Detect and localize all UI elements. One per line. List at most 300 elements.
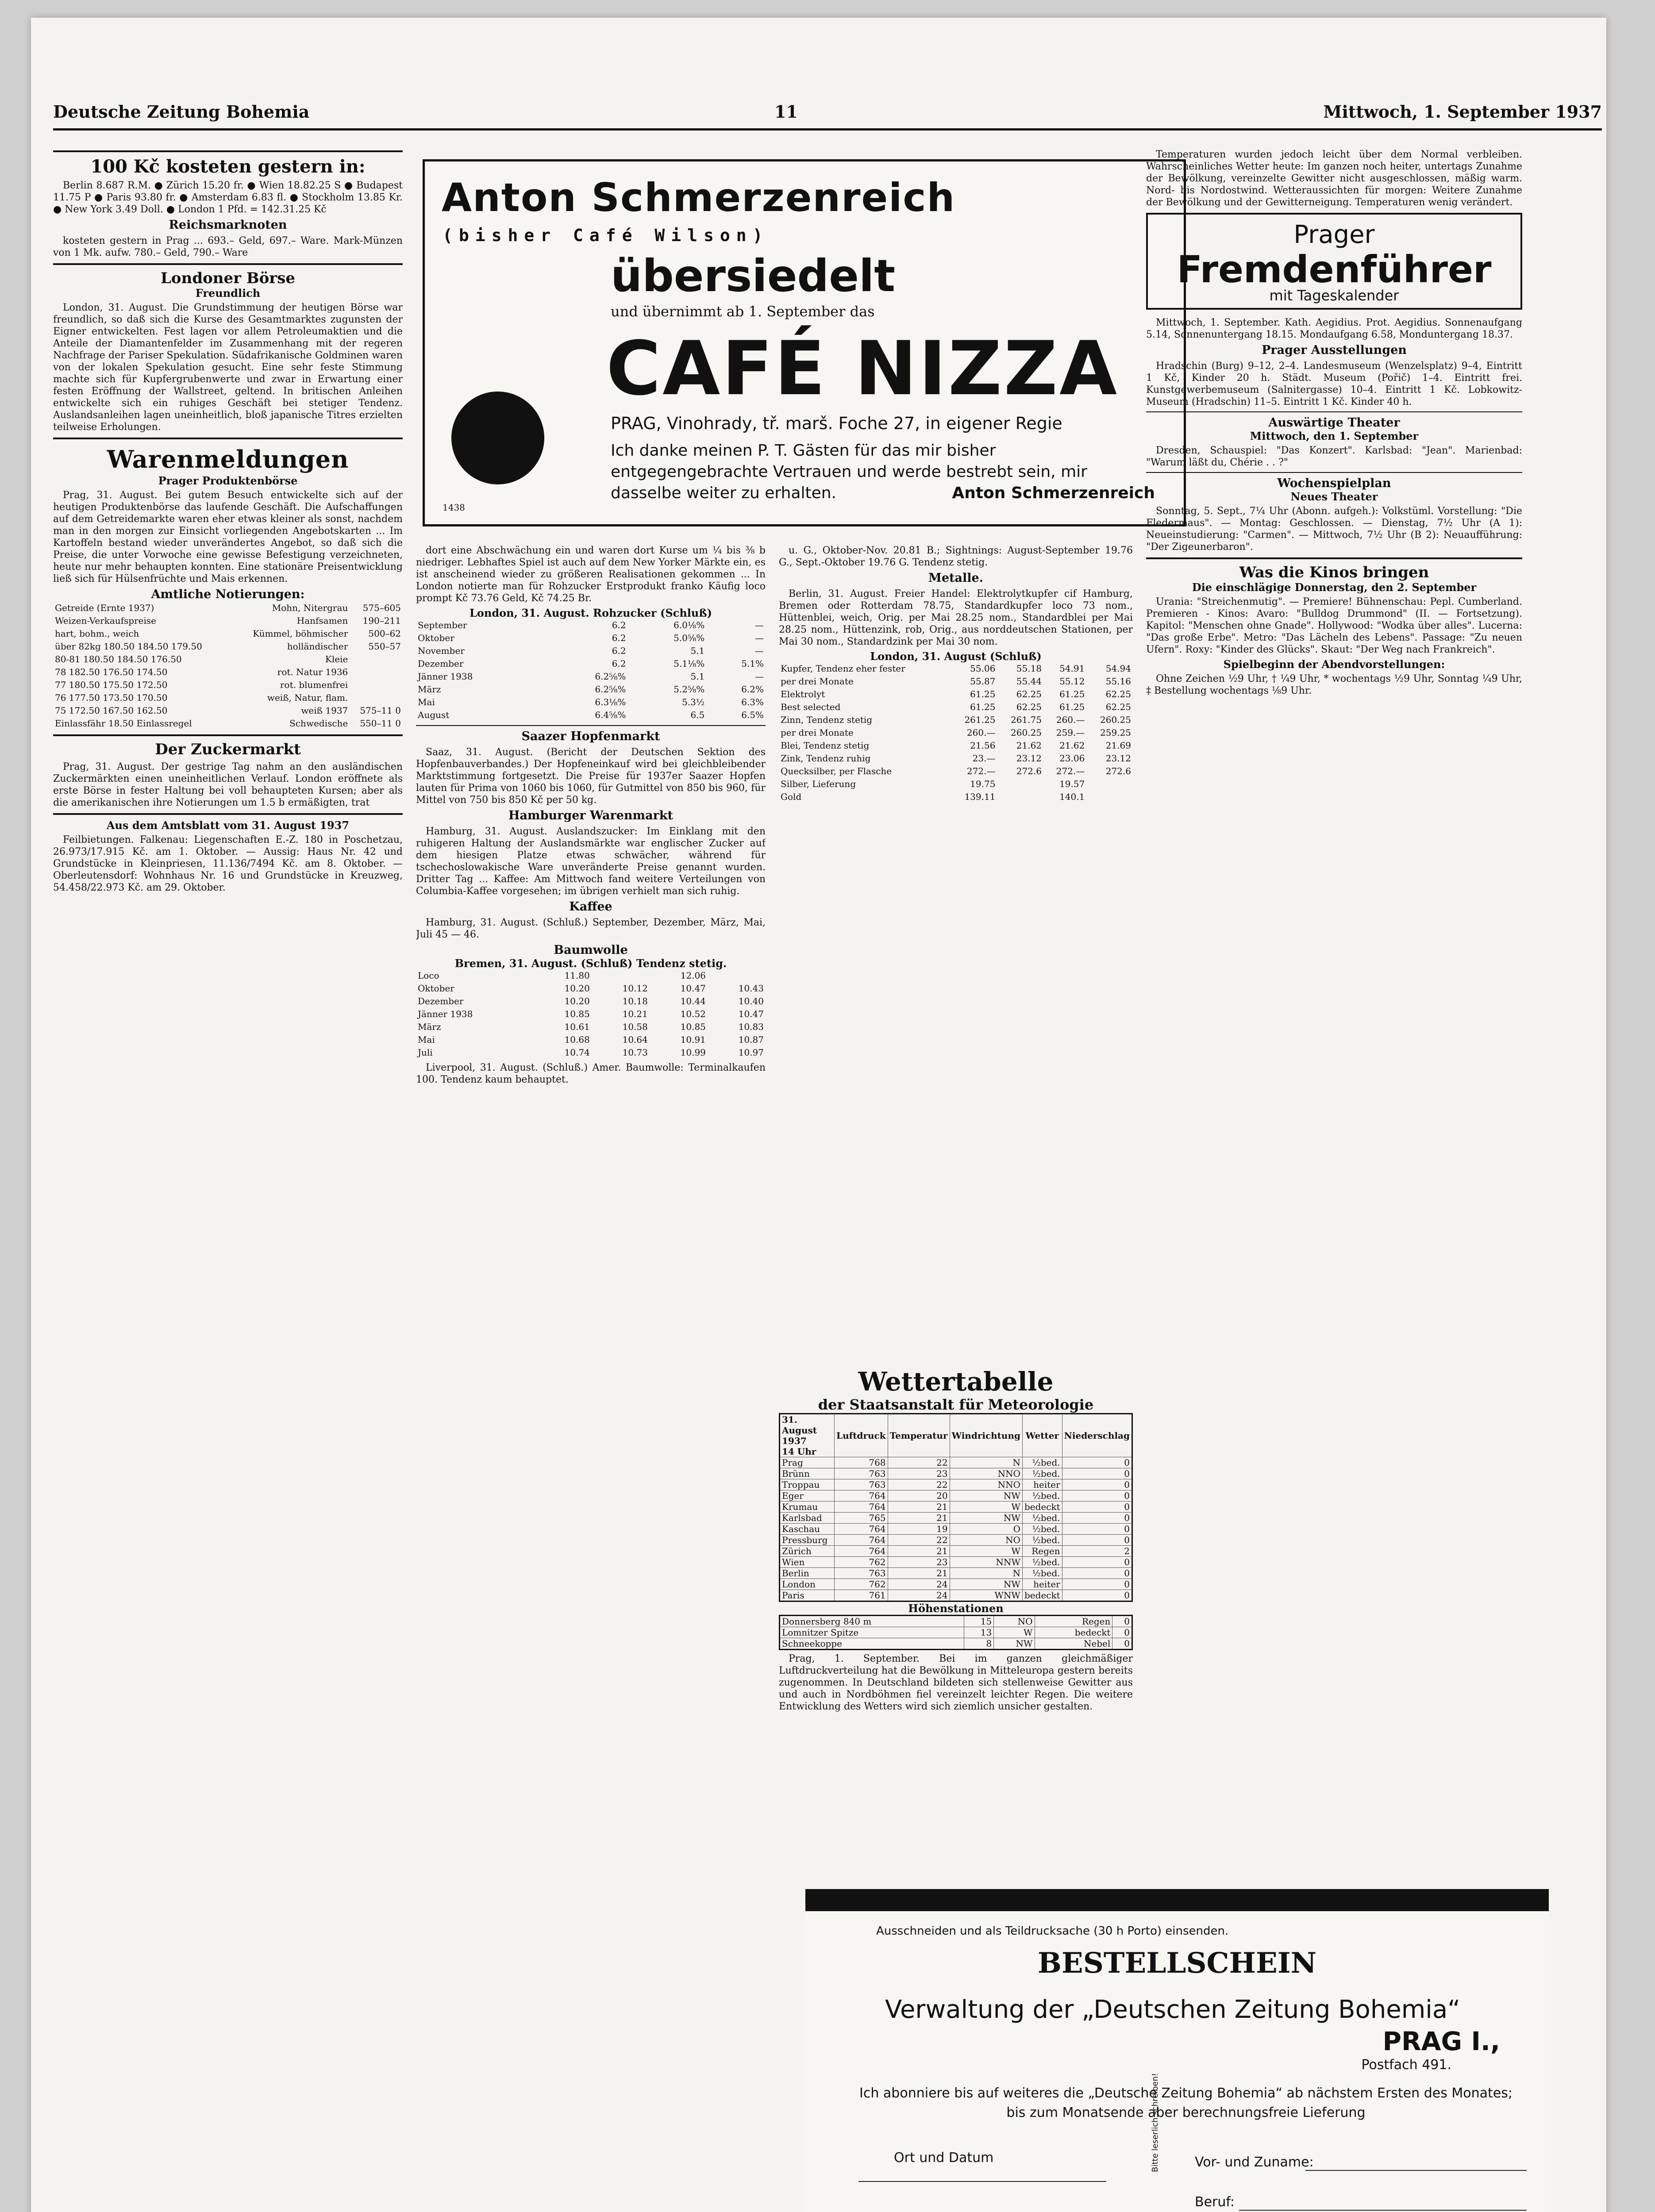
- forecast-text: Prag, 1. September. Bei im ganzen gleichmäßiger Luftdruckverteilung hat die Bewölkung in Mitteleuropa gestern bereits zugenommen. In Deutschland bildeten sich stellenweise Gewitter aus und auch in Nordböhmen fiel vereinzelt leichter Regen. Die weitere Entwicklung des Wetters wird sich ziemlich unsicher gestalten.: [779, 1653, 1133, 1712]
- weather-row-cell: Brünn: [780, 1468, 835, 1479]
- weather-table: [779, 1413, 1133, 1602]
- quote-row-cell: 77 180.50 175.50 172.50: [55, 680, 168, 690]
- cotton-row-cell: 10.21: [622, 1009, 648, 1019]
- metal-row-cell: 259.—: [1056, 727, 1085, 738]
- height-station-row: [780, 1616, 1132, 1627]
- cotton-row-cell: Mai: [418, 1034, 435, 1045]
- weather-row-cell: NNO: [950, 1479, 1022, 1490]
- metal-row-cell: 272.6: [1016, 766, 1042, 776]
- quote-row-cell: 550–57: [368, 641, 401, 652]
- weather-row: [780, 1490, 1132, 1502]
- metal-row-cell: 259.25: [1100, 727, 1131, 738]
- mark-notes-text: kosteten gestern in Prag ... 693.– Geld, 697.– Ware. Mark-Münzen von 1 Mk. aufw. 780.– Geld, 790.– Ware: [53, 235, 403, 258]
- weekly-program-text: Sonntag, 5. Sept., 7¼ Uhr (Abonn. aufgeh.): Volkstüml. Vorstellung: "Die Fledermaus". — Montag: Geschlossen. — Dienstag, 7½ Uhr (A 1): Neueinstudierung: "Carmen". — Mittwoch, 7½ Uhr (B 2): Neuaufführung: "Der Zigeunerbaron".: [1146, 506, 1522, 553]
- height-station-row-cell: 0: [1112, 1616, 1132, 1627]
- cotton-row: [416, 1046, 766, 1059]
- cotton-row-cell: 10.68: [564, 1034, 590, 1045]
- cafe-nizza-advertisement: [423, 159, 1186, 526]
- quote-row-cell: 550–11 0: [360, 718, 401, 729]
- weather-row-cell: Krumau: [780, 1502, 835, 1513]
- cotton-row-cell: 10.73: [622, 1047, 648, 1058]
- calendar-text: Mittwoch, 1. September. Kath. Aegidius. Prot. Aegidius. Sonnenaufgang 5.14, Sonnenuntergang 18.15. Mondaufgang 6.58, Monduntergang 18.37.: [1146, 317, 1522, 340]
- cotton-row-cell: 10.91: [680, 1034, 706, 1045]
- weather-row-cell: 764: [835, 1490, 888, 1502]
- london-sugar-row-cell: November: [418, 645, 465, 656]
- cotton-row-cell: 10.43: [738, 983, 764, 994]
- cotton-row-cell: [708, 969, 766, 982]
- metal-row-cell: 260.25: [1100, 714, 1131, 725]
- weather-row-cell: heiter: [1022, 1479, 1062, 1490]
- ad-black-circle: [451, 392, 544, 484]
- london-sugar-row-cell: Mai: [418, 697, 435, 707]
- weather-subtitle: der Staatsanstalt für Meteorologie: [818, 1396, 1094, 1413]
- metals-heading: Metalle.: [928, 571, 984, 585]
- height-station-row-cell: Nebel: [1035, 1638, 1112, 1650]
- cotton-row-cell: 10.64: [622, 1034, 648, 1045]
- london-sugar-row-cell: Dezember: [418, 658, 464, 669]
- weather-row-cell: bedeckt: [1022, 1502, 1062, 1513]
- heights-heading: Höhenstationen: [908, 1602, 1004, 1615]
- metal-row-cell: 272.6: [1105, 766, 1131, 776]
- metal-row-cell: 54.91: [1059, 663, 1085, 674]
- weather-row-cell: ½bed.: [1022, 1568, 1062, 1579]
- quote-row-cell: rot. blumenfrei: [280, 680, 348, 690]
- london-sugar-row-cell: Jänner 1938: [418, 671, 473, 682]
- london-sugar-row: [416, 670, 766, 683]
- cotton-row-cell: 10.20: [564, 996, 590, 1006]
- hops-text: Saaz, 31. August. (Bericht der Deutschen Sektion des Hopfenbauverbandes.) Der Hopfeneinkauf wird bei gleichbleibender Marktstimmung fortgesetzt. Die Preise für 1937er Saazer Hopfen lauten für Prima von 1060 bis 1060, für Gutmittel von 850 bis 960, für Mittel von 750 bis 850 Kč per 50 kg.: [416, 747, 766, 806]
- ad-takes-over: und übernimmt ab 1. September das: [611, 303, 875, 320]
- london-exchange-heading: Londoner Börse: [161, 269, 295, 287]
- cotton-row: [416, 1008, 766, 1021]
- weather-col-pressure: Luftdruck: [835, 1414, 888, 1457]
- weather-row-cell: 0: [1062, 1535, 1132, 1546]
- height-station-row-cell: Schneekoppe: [780, 1638, 964, 1650]
- london-sugar-row: [416, 683, 766, 696]
- weather-row-cell: 0: [1062, 1457, 1132, 1468]
- metal-row: [779, 765, 1133, 778]
- quote-row-cell: rot. Natur 1936: [277, 667, 348, 677]
- metal-row-cell: per drei Monate: [781, 676, 854, 687]
- weather-col-weather: Wetter: [1022, 1414, 1062, 1457]
- weather-row-cell: Karlsbad: [780, 1513, 835, 1524]
- weather-row: [780, 1502, 1132, 1513]
- metal-row-cell: 140.1: [1059, 791, 1085, 802]
- job-label: Beruf:: [1195, 2194, 1235, 2210]
- metal-row: [779, 791, 1133, 803]
- cotton-row: [416, 995, 766, 1008]
- liverpool-text: Liverpool, 31. August. (Schluß.) Amer. Baumwolle: Terminalkaufen 100. Tendenz kaum behauptet.: [416, 1062, 766, 1085]
- metal-row-cell: 61.25: [970, 702, 996, 712]
- theater-text: Dresden, Schauspiel: "Das Konzert". Karlsbad: "Jean". Marienbad: "Warum läßt du, Chérie . . ?": [1146, 445, 1522, 468]
- london-metals-heading: London, 31. August (Schluß): [870, 650, 1042, 663]
- weather-row-cell: 0: [1062, 1490, 1132, 1502]
- place-date-field[interactable]: [858, 2181, 1106, 2182]
- london-sugar-row-cell: 5.1%: [741, 658, 764, 669]
- cotton-row-cell: 10.61: [564, 1022, 590, 1032]
- hops-heading: Saazer Hopfenmarkt: [521, 730, 660, 743]
- london-exchange-sub: Freundlich: [195, 287, 261, 300]
- metal-row-cell: 19.57: [1059, 779, 1085, 789]
- weather-row-cell: Eger: [780, 1490, 835, 1502]
- height-station-row-cell: bedeckt: [1035, 1627, 1112, 1638]
- weather-row-cell: 0: [1062, 1502, 1132, 1513]
- london-sugar-row-cell: 6.5: [690, 710, 705, 720]
- weather-row-cell: Zürich: [780, 1546, 835, 1557]
- quote-row-cell: [350, 691, 403, 704]
- metal-row: [779, 701, 1133, 714]
- london-sugar-table: [416, 619, 766, 722]
- metal-row-cell: 62.25: [1016, 689, 1042, 699]
- london-sugar-row: [416, 645, 766, 657]
- metal-row-cell: 23.—: [972, 753, 996, 764]
- produce-exchange-text: Prag, 31. August. Bei gutem Besuch entwickelte sich auf der heutigen Produktenbörse das laufende Geschäft. Die Aufschaffungen auf dem Getreidemarkte waren eher etwas kleiner als sonst, nachdem man in den morgen zur Einsicht vorliegenden Angebotskarten ... Im Kartoffeln bestand wieder unverändertes Angebot, so daß sich die Preise, die unter Vorwoche eine gewisse Befestigung verzeichneten, heute nur mehr behaupten konnten. Eine stationäre Preisentwicklung ließ sich für Hülsenfrüchte und Mais erkennen.: [53, 490, 403, 584]
- official-gazette-heading: Aus dem Amtsblatt vom 31. August 1937: [106, 819, 350, 832]
- weather-row-cell: ½bed.: [1022, 1557, 1062, 1568]
- quote-row: [53, 640, 403, 653]
- london-sugar-row-cell: 6.0⅛%: [674, 620, 705, 630]
- london-exchange-text: London, 31. August. Die Grundstimmung der heutigen Börse war freundlich, so daß sich die Kurse des Gesamtmarktes zugunsten der Eigner entwickelten. Fest lagen vor allem Petroleumaktien und die Anteile der Diamantenfelder im Zusammenhang mit der regeren Nachfrage der Pariser Spekulation. Südafrikanische Goldminen waren von der lokalen Spekulation gesucht. Eine sehr feste Stimmung machte sich für Kupfergrubenwerte und zwar in Erwartung einer festen Eröffnung der Wallstreet, geltend. In britischen Anleihen entwickelte sich ein ruhiges Geschäft bei stetiger Tendenz. Auslandsanleihen lagen uneinheitlich, bloß japanische Titres erzielten teilweise Erholungen.: [53, 302, 403, 433]
- cotton-sub: Bremen, 31. August. (Schluß) Tendenz stetig.: [454, 957, 727, 970]
- weather-row-cell: 0: [1062, 1468, 1132, 1479]
- weather-row-cell: 19: [888, 1524, 950, 1535]
- weather-row-cell: Berlin: [780, 1568, 835, 1579]
- cotton-row-cell: Dezember: [418, 996, 464, 1006]
- height-station-row-cell: NO: [994, 1616, 1035, 1627]
- weekly-program-sub: Neues Theater: [1290, 490, 1378, 503]
- hamburg-text: Hamburg, 31. August. Auslandszucker: Im Einklang mit den ruhigeren Haltung der Auslandsmärkte war englischer Zucker auf dem hiesigen Platze etwas schwächer, während für tschechoslowakische Ware unveränderte Preise genannt wurden. Dritter Tag ... Kaffee: Am Mittwoch fand weitere Verteilungen von Columbia-Kaffee vorgesehen; im übrigen verhielt man sich ruhig.: [416, 826, 766, 897]
- official-quotes-heading: Amtliche Notierungen:: [151, 588, 305, 601]
- weather-row: [780, 1513, 1132, 1524]
- subscription-order-form: [805, 1889, 1549, 2212]
- ad-cafe-name: CAFÉ NIZZA: [606, 325, 1119, 412]
- weather-row-cell: 21: [888, 1502, 950, 1513]
- metal-row-cell: [997, 791, 1043, 803]
- mark-notes-heading: Reichsmarknoten: [169, 218, 287, 232]
- metal-row-cell: 61.25: [970, 689, 996, 699]
- weather-row-cell: ½bed.: [1022, 1513, 1062, 1524]
- quote-row-cell: Kümmel, böhmischer: [253, 628, 348, 639]
- weather-row-cell: 2: [1062, 1546, 1132, 1557]
- heights-table: [779, 1615, 1133, 1650]
- quote-row-cell: weiß 1937: [301, 705, 348, 716]
- page-number: 11: [774, 102, 798, 122]
- weather-row-cell: 0: [1062, 1568, 1132, 1579]
- weather-row-cell: 764: [835, 1546, 888, 1557]
- metal-row-cell: 23.06: [1059, 753, 1085, 764]
- weather-row-cell: 764: [835, 1535, 888, 1546]
- cotton-row-cell: 10.74: [564, 1047, 590, 1058]
- weather-row-cell: Prag: [780, 1457, 835, 1468]
- quote-row-cell: 76 177.50 173.50 170.50: [55, 692, 168, 703]
- quote-row-cell: holländischer: [287, 641, 348, 652]
- height-station-row-cell: 13: [964, 1627, 994, 1638]
- cinema-sub: Die einschlägige Donnerstag, den 2. September: [1192, 581, 1477, 594]
- quote-row-cell: Schwedische: [289, 718, 348, 729]
- official-quotes-table: [53, 602, 403, 730]
- weather-row-cell: WNW: [950, 1590, 1022, 1601]
- height-station-row-cell: 8: [964, 1638, 994, 1650]
- metal-row: [779, 662, 1133, 675]
- quote-row-cell: über 82kg 180.50 184.50 179.50: [55, 641, 202, 652]
- london-sugar-row-cell: 6.3⅛%: [595, 697, 626, 707]
- name-field[interactable]: [1305, 2170, 1527, 2171]
- exchange-rate-heading: 100 Kč kosteten gestern in:: [90, 156, 366, 177]
- weather-row-cell: 20: [888, 1490, 950, 1502]
- temperature-text: Temperaturen wurden jedoch leicht über dem Normal verbleiben. Wahrscheinliches Wetter heute: Im ganzen noch heiter, untertags Zunahme der Bewölkung, vereinzelte Gewitter nicht ausgeschlossen, mäßig warm. Nord- bis Nordostwind. Wetteraussichten für morgen: Weitere Zunahme der Bewölkung und der Gewitterneigung. Temperaturen wenig verändert.: [1146, 149, 1522, 208]
- quote-row-cell: [350, 653, 403, 666]
- london-sugar-row-cell: 6.4⅝%: [595, 710, 626, 720]
- weather-row-cell: 764: [835, 1524, 888, 1535]
- london-sugar-row-cell: 6.2: [612, 645, 626, 656]
- cotton-row-cell: März: [418, 1022, 441, 1032]
- weather-row-cell: 768: [835, 1457, 888, 1468]
- weather-row-cell: W: [950, 1546, 1022, 1557]
- weather-row-cell: 762: [835, 1579, 888, 1590]
- cotton-row-cell: Loco: [418, 970, 439, 981]
- cotton-row-cell: 10.47: [680, 983, 706, 994]
- place-date-label: Ort und Datum: [894, 2150, 994, 2166]
- weather-row-cell: NW: [950, 1579, 1022, 1590]
- weather-row-cell: 0: [1062, 1513, 1132, 1524]
- weather-row: [780, 1557, 1132, 1568]
- weather-row-cell: ½bed.: [1022, 1457, 1062, 1468]
- metal-row-cell: Quecksilber, per Flasche: [781, 766, 892, 776]
- page-header: [53, 102, 1602, 131]
- metal-row-cell: 260.25: [1011, 727, 1042, 738]
- metal-row-cell: Gold: [781, 791, 802, 802]
- ad-signature: Anton Schmerzenreich: [952, 484, 1155, 502]
- job-field[interactable]: [1239, 2210, 1527, 2211]
- cotton-row-cell: 10.20: [564, 983, 590, 994]
- height-station-row-cell: 0: [1112, 1627, 1132, 1638]
- weather-row-cell: NNW: [950, 1557, 1022, 1568]
- weather-row-cell: 0: [1062, 1557, 1132, 1568]
- metal-row-cell: Best selected: [781, 702, 841, 712]
- quote-row-cell: 500–62: [368, 628, 401, 639]
- weather-col-wind: Windrichtung: [950, 1414, 1022, 1457]
- cotton-row-cell: 10.85: [564, 1009, 590, 1019]
- weather-table-section: [779, 1367, 1133, 1809]
- metal-row-cell: per drei Monate: [781, 727, 854, 738]
- metal-row-cell: 62.25: [1105, 689, 1131, 699]
- cotton-row-cell: 10.85: [680, 1022, 706, 1032]
- metal-row-cell: [1086, 778, 1133, 791]
- metals-text: Berlin, 31. August. Freier Handel: Elektrolytkupfer cif Hamburg, Bremen oder Rotterdam 78.75, Standardkupfer loco 73 nom., Hüttenblei, weich, Orig. per Mai 28.25 nom., Standardblei per Mai 28.25 nom., Hüttenzink, rob, Orig., aus norddeutschen Stationen, per Mai 30 nom., Standardzink per Mai 30 nom.: [779, 588, 1133, 647]
- weather-row-cell: 24: [888, 1590, 950, 1601]
- form-cut-note: Ausschneiden und als Teildrucksache (30 h Porto) einsenden.: [876, 1924, 1229, 1938]
- show-start-text: Ohne Zeichen ½9 Uhr, † ¼9 Uhr, * wochentags ½9 Uhr, Sonntag ¼9 Uhr, ‡ Bestellung wochentags ⅛9 Uhr.: [1146, 673, 1522, 696]
- london-sugar-row-cell: 6.2: [612, 620, 626, 630]
- metal-row-cell: 55.18: [1016, 663, 1042, 674]
- london-sugar-row-cell: —: [755, 671, 764, 682]
- metal-row-cell: 62.25: [1016, 702, 1042, 712]
- height-station-row-cell: Regen: [1035, 1616, 1112, 1627]
- weather-row-cell: N: [950, 1568, 1022, 1579]
- weather-row-cell: Troppau: [780, 1479, 835, 1490]
- weather-row: [780, 1468, 1132, 1479]
- london-sugar-row-cell: August: [418, 710, 450, 720]
- theater-sub: Mittwoch, den 1. September: [1250, 430, 1419, 442]
- quote-row-cell: 78 182.50 176.50 174.50: [55, 667, 168, 677]
- cinema-heading: Was die Kinos bringen: [1239, 564, 1429, 581]
- quote-row-cell: [350, 666, 403, 679]
- metal-row-cell: 21.56: [970, 740, 996, 751]
- metal-row: [779, 688, 1133, 701]
- quote-row-cell: weiß, Natur, flam.: [267, 692, 348, 703]
- london-sugar-row-cell: 6.3%: [741, 697, 764, 707]
- cotton-row-cell: 10.44: [680, 996, 706, 1006]
- metal-row-cell: Silber, Lieferung: [781, 779, 856, 789]
- form-publisher: Verwaltung der „Deutschen Zeitung Bohemia“: [885, 1995, 1461, 2024]
- sugar-market-text: Prag, 31. August. Der gestrige Tag nahm an den ausländischen Zuckermärkten einen uneinheitlichen Verlauf. London eröffnete als erste Börse in fester Haltung bei voll behaupteten Kursen; aber als die amerikanischen ihre Notierungen um 1.5 b ermäßigten, trat: [53, 761, 403, 808]
- weather-row-cell: 21: [888, 1513, 950, 1524]
- metal-row-cell: 55.16: [1105, 676, 1131, 687]
- weather-row-cell: NNO: [950, 1468, 1022, 1479]
- coffee-text: Hamburg, 31. August. (Schluß.) September, Dezember, März, Mai, Juli 45 — 46.: [416, 917, 766, 940]
- weather-row-cell: 762: [835, 1557, 888, 1568]
- sugar-market-heading: Der Zuckermarkt: [155, 741, 301, 758]
- weather-row-cell: NW: [950, 1513, 1022, 1524]
- cotton-row-cell: [592, 969, 650, 982]
- quote-row-cell: 75 172.50 167.50 162.50: [55, 705, 168, 716]
- metal-row-cell: 260.—: [1056, 714, 1085, 725]
- quote-row-cell: Weizen-Verkaufspreise: [55, 615, 157, 626]
- london-sugar-row-cell: 6.2: [612, 633, 626, 643]
- form-top-band: [805, 1889, 1549, 1911]
- cotton-row: [416, 1021, 766, 1033]
- metal-row-cell: [997, 778, 1043, 791]
- weather-row-cell: 764: [835, 1502, 888, 1513]
- cotton-row-cell: Jänner 1938: [418, 1009, 473, 1019]
- weather-row: [780, 1568, 1132, 1579]
- weather-title: Wettertabelle: [858, 1367, 1054, 1397]
- weather-row: [780, 1457, 1132, 1468]
- metal-row-cell: 23.12: [1105, 753, 1131, 764]
- exhibitions-heading: Prager Ausstellungen: [1262, 343, 1407, 357]
- metal-row-cell: 272.—: [966, 766, 996, 776]
- exhibitions-text: Hradschin (Burg) 9–12, 2–4. Landesmuseum (Wenzelsplatz) 9–4, Eintritt 1 Kč, Kinder 20 h. Städt. Museum (Pořič) 1–4. Eintritt frei. Kunstgewerbemuseum (Salnitergasse) 10–4. Eintritt 1 Kč. Lobkowitz-Museum (Hradschin) 11–5. Eintritt 1 Kč. Kinder 40 h.: [1146, 361, 1522, 407]
- exchange-rate-text: Berlin 8.687 R.M. ● Zürich 15.20 fr. ● Wien 18.82.25 S ● Budapest 11.75 P ● Paris 93.80 fr. ● Amsterdam 6.83 fl. ● Stockholm 13.85 Kr. ● New York 3.49 Doll. ● London 1 Pfd. = 142.31.25 Kč: [53, 180, 403, 215]
- weather-row-cell: 21: [888, 1568, 950, 1579]
- weather-row-cell: 24: [888, 1579, 950, 1590]
- coffee-heading: Kaffee: [569, 900, 612, 914]
- height-station-row-cell: Donnersberg 840 m: [780, 1616, 964, 1627]
- weather-row-cell: heiter: [1022, 1579, 1062, 1590]
- name-label: Vor- und Zuname:: [1195, 2154, 1314, 2170]
- metal-row-cell: 55.44: [1016, 676, 1042, 687]
- weather-col-temp: Temperatur: [888, 1414, 950, 1457]
- cinema-text: Urania: "Streichenmutig". — Premiere! Bühnenschau: Pepl. Cumberland. Premieren - Kinos: Avaro: "Bulldog Drummond" (II. — Fortsetzung). Kapitol: "Menschen ohne Gnade". Hollywood: "Wodka über alles". Lucerna: "Das große Erbe". Metro: "Das Lächeln des Lebens". Passage: "Zu neuen Ufern". Roxy: "Kinder des Glücks". Skaut: "Der Weg nach Frankreich".: [1146, 596, 1522, 655]
- cotton-row-cell: 10.12: [622, 983, 648, 994]
- issue-date: Mittwoch, 1. September 1937: [1323, 102, 1602, 122]
- weather-row-cell: Wien: [780, 1557, 835, 1568]
- guide-subtitle: mit Tageskalender: [1269, 287, 1399, 304]
- weather-row-cell: N: [950, 1457, 1022, 1468]
- weather-row-cell: 763: [835, 1479, 888, 1490]
- form-order-text: Ich abonniere bis auf weiteres die „Deutsche Zeitung Bohemia“ ab nächstem Ersten des Monates; bis zum Monatsende aber berechnungsfreie Lieferung: [859, 2085, 1513, 2120]
- ad-thanks: Ich danke meinen P. T. Gästen für das mir bisher entgegengebrachte Vertrauen und werde bestrebt sein, mir dasselbe weiter zu erhalten. Anton Schmerzenreich: [611, 440, 1155, 504]
- metal-row-cell: 272.—: [1056, 766, 1085, 776]
- quote-row: [53, 614, 403, 627]
- height-station-row: [780, 1627, 1132, 1638]
- cotton-row-cell: 10.52: [680, 1009, 706, 1019]
- weather-row-cell: W: [950, 1502, 1022, 1513]
- exchange-continued-text: u. G., Oktober-Nov. 20.81 B.; Sightnings: August-September 19.76 G., Sept.-Oktober 19.76 G. Tendenz stetig.: [779, 545, 1133, 568]
- metal-row: [779, 675, 1133, 688]
- height-station-row-cell: 0: [1112, 1638, 1132, 1650]
- metal-row: [779, 778, 1133, 791]
- tourist-guide-box: [1146, 213, 1522, 310]
- london-sugar-row-cell: 5.2⅝%: [674, 684, 705, 695]
- weather-row-cell: 761: [835, 1590, 888, 1601]
- weather-row-cell: 0: [1062, 1579, 1132, 1590]
- weather-row: [780, 1546, 1132, 1557]
- weather-row: [780, 1590, 1132, 1601]
- cotton-row: [416, 1033, 766, 1046]
- london-sugar-heading: London, 31. August. Rohzucker (Schluß): [470, 607, 712, 619]
- theater-heading: Auswärtige Theater: [1268, 416, 1400, 430]
- metal-row-cell: Zink, Tendenz ruhig: [781, 753, 871, 764]
- weather-row-cell: NW: [950, 1490, 1022, 1502]
- official-gazette-text: Feilbietungen. Falkenau: Liegenschaften E.-Z. 180 in Poschetzau, 26.973/17.915 Kč. am 1. Oktober. — Aussig: Haus Nr. 42 und Grundstücke in Kleinpriesen, 11.136/7494 Kč. am 8. Oktober. — Oberleutensdorf: Wohnhaus Nr. 16 und Grundstücke in Kreuzweg, 54.458/22.973 Kč. am 29. Oktober.: [53, 834, 403, 893]
- weather-row-cell: Kaschau: [780, 1524, 835, 1535]
- column-markets: [416, 542, 766, 1891]
- cotton-row-cell: 10.97: [738, 1047, 764, 1058]
- metal-row-cell: 61.25: [1059, 689, 1085, 699]
- london-sugar-row-cell: Oktober: [418, 633, 454, 643]
- show-start-heading: Spielbeginn der Abendvorstellungen:: [1223, 658, 1445, 671]
- ad-address: PRAG, Vinohrady, tř. marš. Foche 27, in eigener Regie: [611, 414, 1062, 433]
- london-sugar-row-cell: 6.2: [612, 658, 626, 669]
- metal-row: [779, 752, 1133, 765]
- metal-row-cell: 19.75: [970, 779, 996, 789]
- london-sugar-row-cell: September: [418, 620, 467, 630]
- london-sugar-row-cell: März: [418, 684, 441, 695]
- weather-col-rain: Niederschlag: [1062, 1414, 1132, 1457]
- metal-row-cell: 261.25: [964, 714, 996, 725]
- weather-row: [780, 1524, 1132, 1535]
- london-sugar-row-cell: 6.2⅝%: [595, 684, 626, 695]
- weather-row-cell: 0: [1062, 1524, 1132, 1535]
- metal-row-cell: 55.12: [1059, 676, 1085, 687]
- weather-row-cell: 21: [888, 1546, 950, 1557]
- cotton-heading: Baumwolle: [554, 943, 628, 957]
- quote-row-cell: hart, bohm., weich: [55, 628, 139, 639]
- cotton-row: [416, 982, 766, 995]
- weather-row-cell: 0: [1062, 1479, 1132, 1490]
- london-sugar-row: [416, 619, 766, 632]
- height-station-row-cell: 15: [964, 1616, 994, 1627]
- metal-row: [779, 726, 1133, 739]
- cotton-table: [416, 969, 766, 1059]
- weather-row-cell: Paris: [780, 1590, 835, 1601]
- metal-row: [779, 714, 1133, 726]
- london-sugar-row-cell: 6.2%: [741, 684, 764, 695]
- cotton-row-cell: 10.40: [738, 996, 764, 1006]
- london-sugar-row-cell: 5.1: [690, 671, 705, 682]
- ad-moves-heading: übersiedelt: [611, 250, 896, 302]
- london-sugar-row: [416, 696, 766, 709]
- metal-row-cell: [1086, 791, 1133, 803]
- london-sugar-row-cell: 5.3½: [682, 697, 705, 707]
- quote-row-cell: 575–605: [362, 603, 401, 613]
- hamburg-heading: Hamburger Warenmarkt: [508, 809, 673, 822]
- london-sugar-row-cell: 5.1⅛%: [674, 658, 705, 669]
- height-station-row-cell: Lomnitzer Spitze: [780, 1627, 964, 1638]
- quote-row-cell: [350, 679, 403, 691]
- weather-row-cell: 23: [888, 1557, 950, 1568]
